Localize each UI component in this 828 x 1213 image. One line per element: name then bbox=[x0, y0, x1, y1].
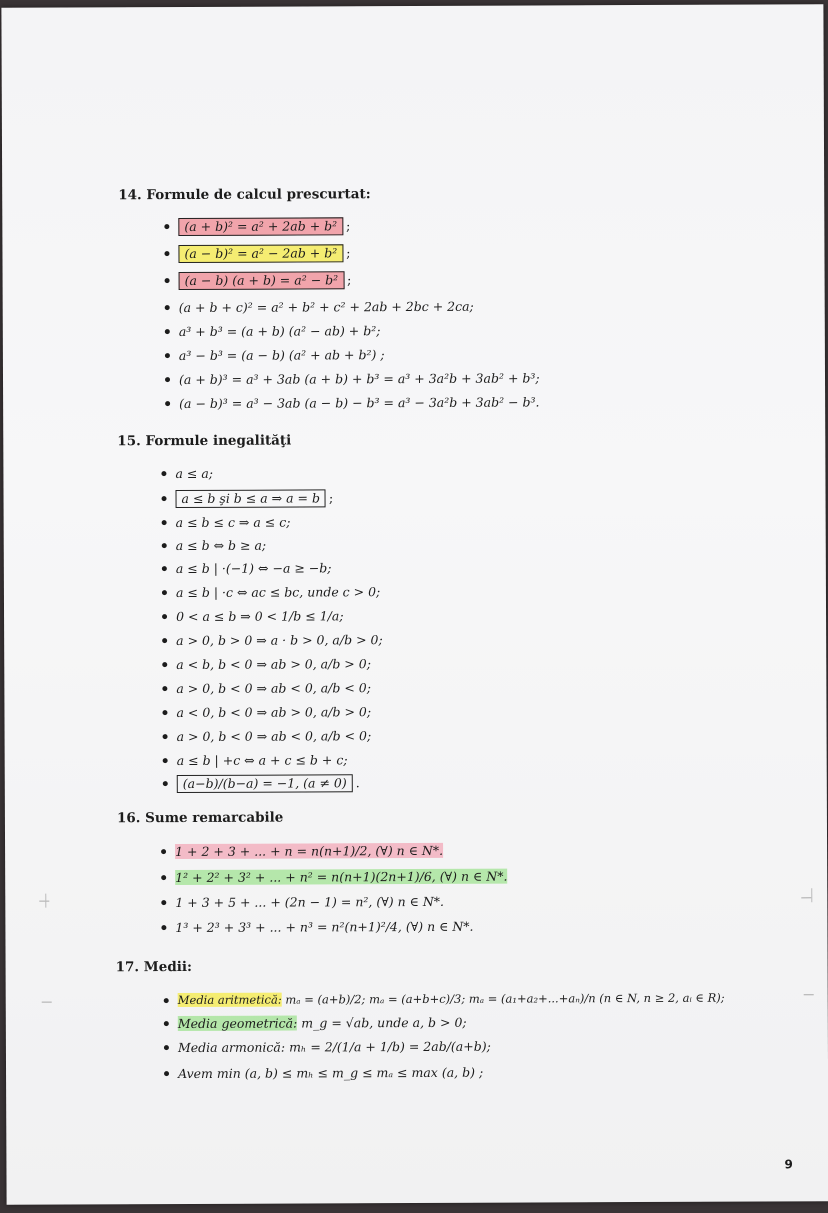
inequality-item bbox=[163, 727, 372, 746]
sum-item bbox=[161, 918, 473, 937]
formula-text: Avem min (a, b) ≤ mₕ ≤ m_g ≤ mₐ ≤ max (a, b) ; bbox=[178, 1064, 484, 1082]
bullet bbox=[162, 590, 167, 595]
bullet bbox=[165, 377, 170, 382]
formula-text: a ≤ b ≤ c ⇒ a ≤ c; bbox=[175, 514, 291, 531]
sum-item bbox=[161, 842, 443, 861]
mean-item bbox=[164, 1038, 491, 1057]
bullet bbox=[163, 734, 168, 739]
mean-item bbox=[164, 1014, 467, 1033]
formula-trail: ; bbox=[347, 272, 352, 288]
bullet bbox=[164, 1021, 169, 1026]
formula-text: a > 0, b < 0 ⇒ ab < 0, a/b < 0; bbox=[176, 680, 371, 697]
bullet bbox=[162, 662, 167, 667]
formula-text: (a − b)³ = a³ − 3ab (a − b) − b³ = a³ − 3a²b + 3ab² − b³. bbox=[179, 394, 540, 412]
formula-text: (a + b)³ = a³ + 3ab (a + b) + b³ = a³ + 3a²b + 3ab² + b³; bbox=[178, 370, 540, 388]
inequality-item bbox=[161, 465, 213, 483]
bullet bbox=[161, 849, 166, 854]
formula-text: m_g = √ab, unde a, b > 0; bbox=[297, 1014, 467, 1031]
formula-text: a < b, b < 0 ⇒ ab > 0, a/b > 0; bbox=[176, 656, 371, 673]
formula-text: mₕ = 2/(1/a + 1/b) = 2ab/(a+b); bbox=[285, 1038, 491, 1055]
bullet bbox=[165, 278, 170, 283]
formula-item bbox=[165, 369, 540, 389]
sum-item bbox=[161, 868, 507, 888]
bullet bbox=[162, 710, 167, 715]
bullet bbox=[165, 305, 170, 310]
formula-item bbox=[164, 217, 350, 236]
bullet bbox=[162, 686, 167, 691]
formula-text: mₐ = (a+b)/2; mₐ = (a+b+c)/3; mₐ = (a₁+a₂+...+aₙ)/n (n ∈ N, n ≥ 2, aᵢ ∈ R); bbox=[281, 990, 725, 1007]
bullet bbox=[163, 781, 168, 786]
formula-text: 1³ + 2³ + 3³ + ... + n³ = n²(n+1)²/4, (∀) n ∈ N*. bbox=[175, 918, 474, 936]
bullet bbox=[161, 900, 166, 905]
formula-item bbox=[165, 322, 381, 341]
bullet bbox=[162, 520, 167, 525]
inequality-item bbox=[162, 679, 371, 698]
bullet bbox=[162, 566, 167, 571]
formula-text: a ≤ b | ·c ⇔ ac ≤ bc, unde c > 0; bbox=[175, 584, 381, 601]
section-title-14: 14. Formule de calcul prescurtat: bbox=[118, 186, 371, 204]
mean-label-highlight: Media aritmetică: bbox=[177, 992, 282, 1008]
sum-item bbox=[161, 893, 444, 912]
formula-text: a > 0, b < 0 ⇒ ab < 0, a/b < 0; bbox=[176, 728, 372, 745]
margin-mark bbox=[45, 894, 46, 908]
bullet bbox=[165, 401, 170, 406]
formula-item bbox=[165, 393, 539, 413]
formula-item bbox=[164, 244, 350, 263]
inequality-item bbox=[161, 489, 333, 508]
bullet bbox=[161, 925, 166, 930]
margin-mark bbox=[39, 901, 49, 902]
formula-highlight: 1² + 2² + 3² + ... + n² = n(n+1)(2n+1)/6, (∀) n ∈ N*. bbox=[175, 868, 508, 886]
formula-text: a ≤ a; bbox=[175, 465, 214, 482]
formula-text: a³ + b³ = (a + b) (a² − ab) + b²; bbox=[178, 323, 381, 340]
formula-item bbox=[165, 271, 352, 290]
section-title-16: 16. Sume remarcabile bbox=[116, 809, 284, 827]
inequality-item bbox=[163, 751, 348, 770]
section-title-17: 17. Medii: bbox=[115, 958, 193, 976]
bullet bbox=[161, 471, 166, 476]
inequality-item bbox=[163, 774, 360, 793]
formula-text: a > 0, b > 0 ⇒ a · b > 0, a/b > 0; bbox=[176, 632, 383, 649]
formula-text: a ≤ b ⇔ b ≥ a; bbox=[175, 537, 267, 554]
formula-text: (a + b + c)² = a² + b² + c² + 2ab + 2bc + 2ca; bbox=[178, 298, 474, 316]
bullet bbox=[161, 875, 166, 880]
formula-boxed-highlight: (a − b)² = a² − 2ab + b² bbox=[178, 244, 343, 263]
formula-trail: ; bbox=[328, 490, 334, 506]
formula-trail: ; bbox=[346, 218, 351, 234]
formula-item bbox=[165, 346, 385, 365]
inequality-item bbox=[162, 607, 344, 626]
bullet bbox=[164, 251, 169, 256]
inequality-item bbox=[162, 559, 332, 578]
margin-mark bbox=[42, 1002, 52, 1003]
formula-trail: . bbox=[355, 775, 360, 791]
section-title-15: 15. Formule inegalităţi bbox=[117, 432, 292, 450]
bullet bbox=[164, 224, 169, 229]
margin-mark bbox=[804, 994, 814, 995]
inequality-item bbox=[162, 514, 291, 533]
formula-highlight: 1 + 2 + 3 + ... + n = n(n+1)/2, (∀) n ∈ N*. bbox=[175, 842, 444, 860]
formula-boxed: (a−b)/(b−a) = −1, (a ≠ 0) bbox=[177, 774, 353, 793]
margin-mark bbox=[811, 888, 812, 902]
mean-label-highlight: Media geometrică: bbox=[177, 1015, 298, 1032]
formula-text: 0 < a ≤ b ⇒ 0 < 1/b ≤ 1/a; bbox=[176, 608, 344, 625]
formula-boxed: a ≤ b şi b ≤ a ⇒ a = b bbox=[175, 489, 325, 508]
page-number: 9 bbox=[784, 1157, 793, 1172]
inequality-item bbox=[162, 655, 371, 674]
formula-text: a³ − b³ = (a − b) (a² + ab + b²) ; bbox=[178, 347, 385, 364]
inequality-item bbox=[162, 537, 266, 555]
formula-item bbox=[165, 298, 474, 317]
bullet bbox=[162, 496, 167, 501]
bullet bbox=[162, 614, 167, 619]
margin-mark bbox=[801, 897, 811, 898]
formula-boxed-highlight: (a − b) (a + b) = a² − b² bbox=[179, 271, 345, 290]
bullet bbox=[164, 998, 169, 1003]
bullet bbox=[164, 1071, 169, 1076]
formula-text: 1 + 3 + 5 + ... + (2n − 1) = n², (∀) n ∈ N*. bbox=[175, 893, 445, 911]
bullet bbox=[165, 329, 170, 334]
bullet bbox=[162, 543, 167, 548]
bullet bbox=[163, 758, 168, 763]
inequality-item bbox=[162, 703, 371, 722]
formula-text: a ≤ b | ·(−1) ⇔ −a ≥ −b; bbox=[175, 560, 332, 577]
document-page bbox=[1, 4, 828, 1205]
bullet bbox=[164, 1045, 169, 1050]
bullet bbox=[162, 638, 167, 643]
mean-item bbox=[164, 989, 725, 1009]
mean-label: Media armonică: bbox=[177, 1039, 286, 1056]
inequality-item bbox=[162, 583, 380, 602]
inequality-item bbox=[162, 631, 383, 650]
formula-trail: ; bbox=[346, 245, 351, 261]
formula-boxed-highlight: (a + b)² = a² + 2ab + b² bbox=[178, 217, 343, 236]
formula-text: a < 0, b < 0 ⇒ ab > 0, a/b > 0; bbox=[176, 704, 372, 721]
bullet bbox=[165, 353, 170, 358]
formula-text: a ≤ b | +c ⇔ a + c ≤ b + c; bbox=[176, 752, 348, 769]
mean-item bbox=[164, 1064, 483, 1083]
